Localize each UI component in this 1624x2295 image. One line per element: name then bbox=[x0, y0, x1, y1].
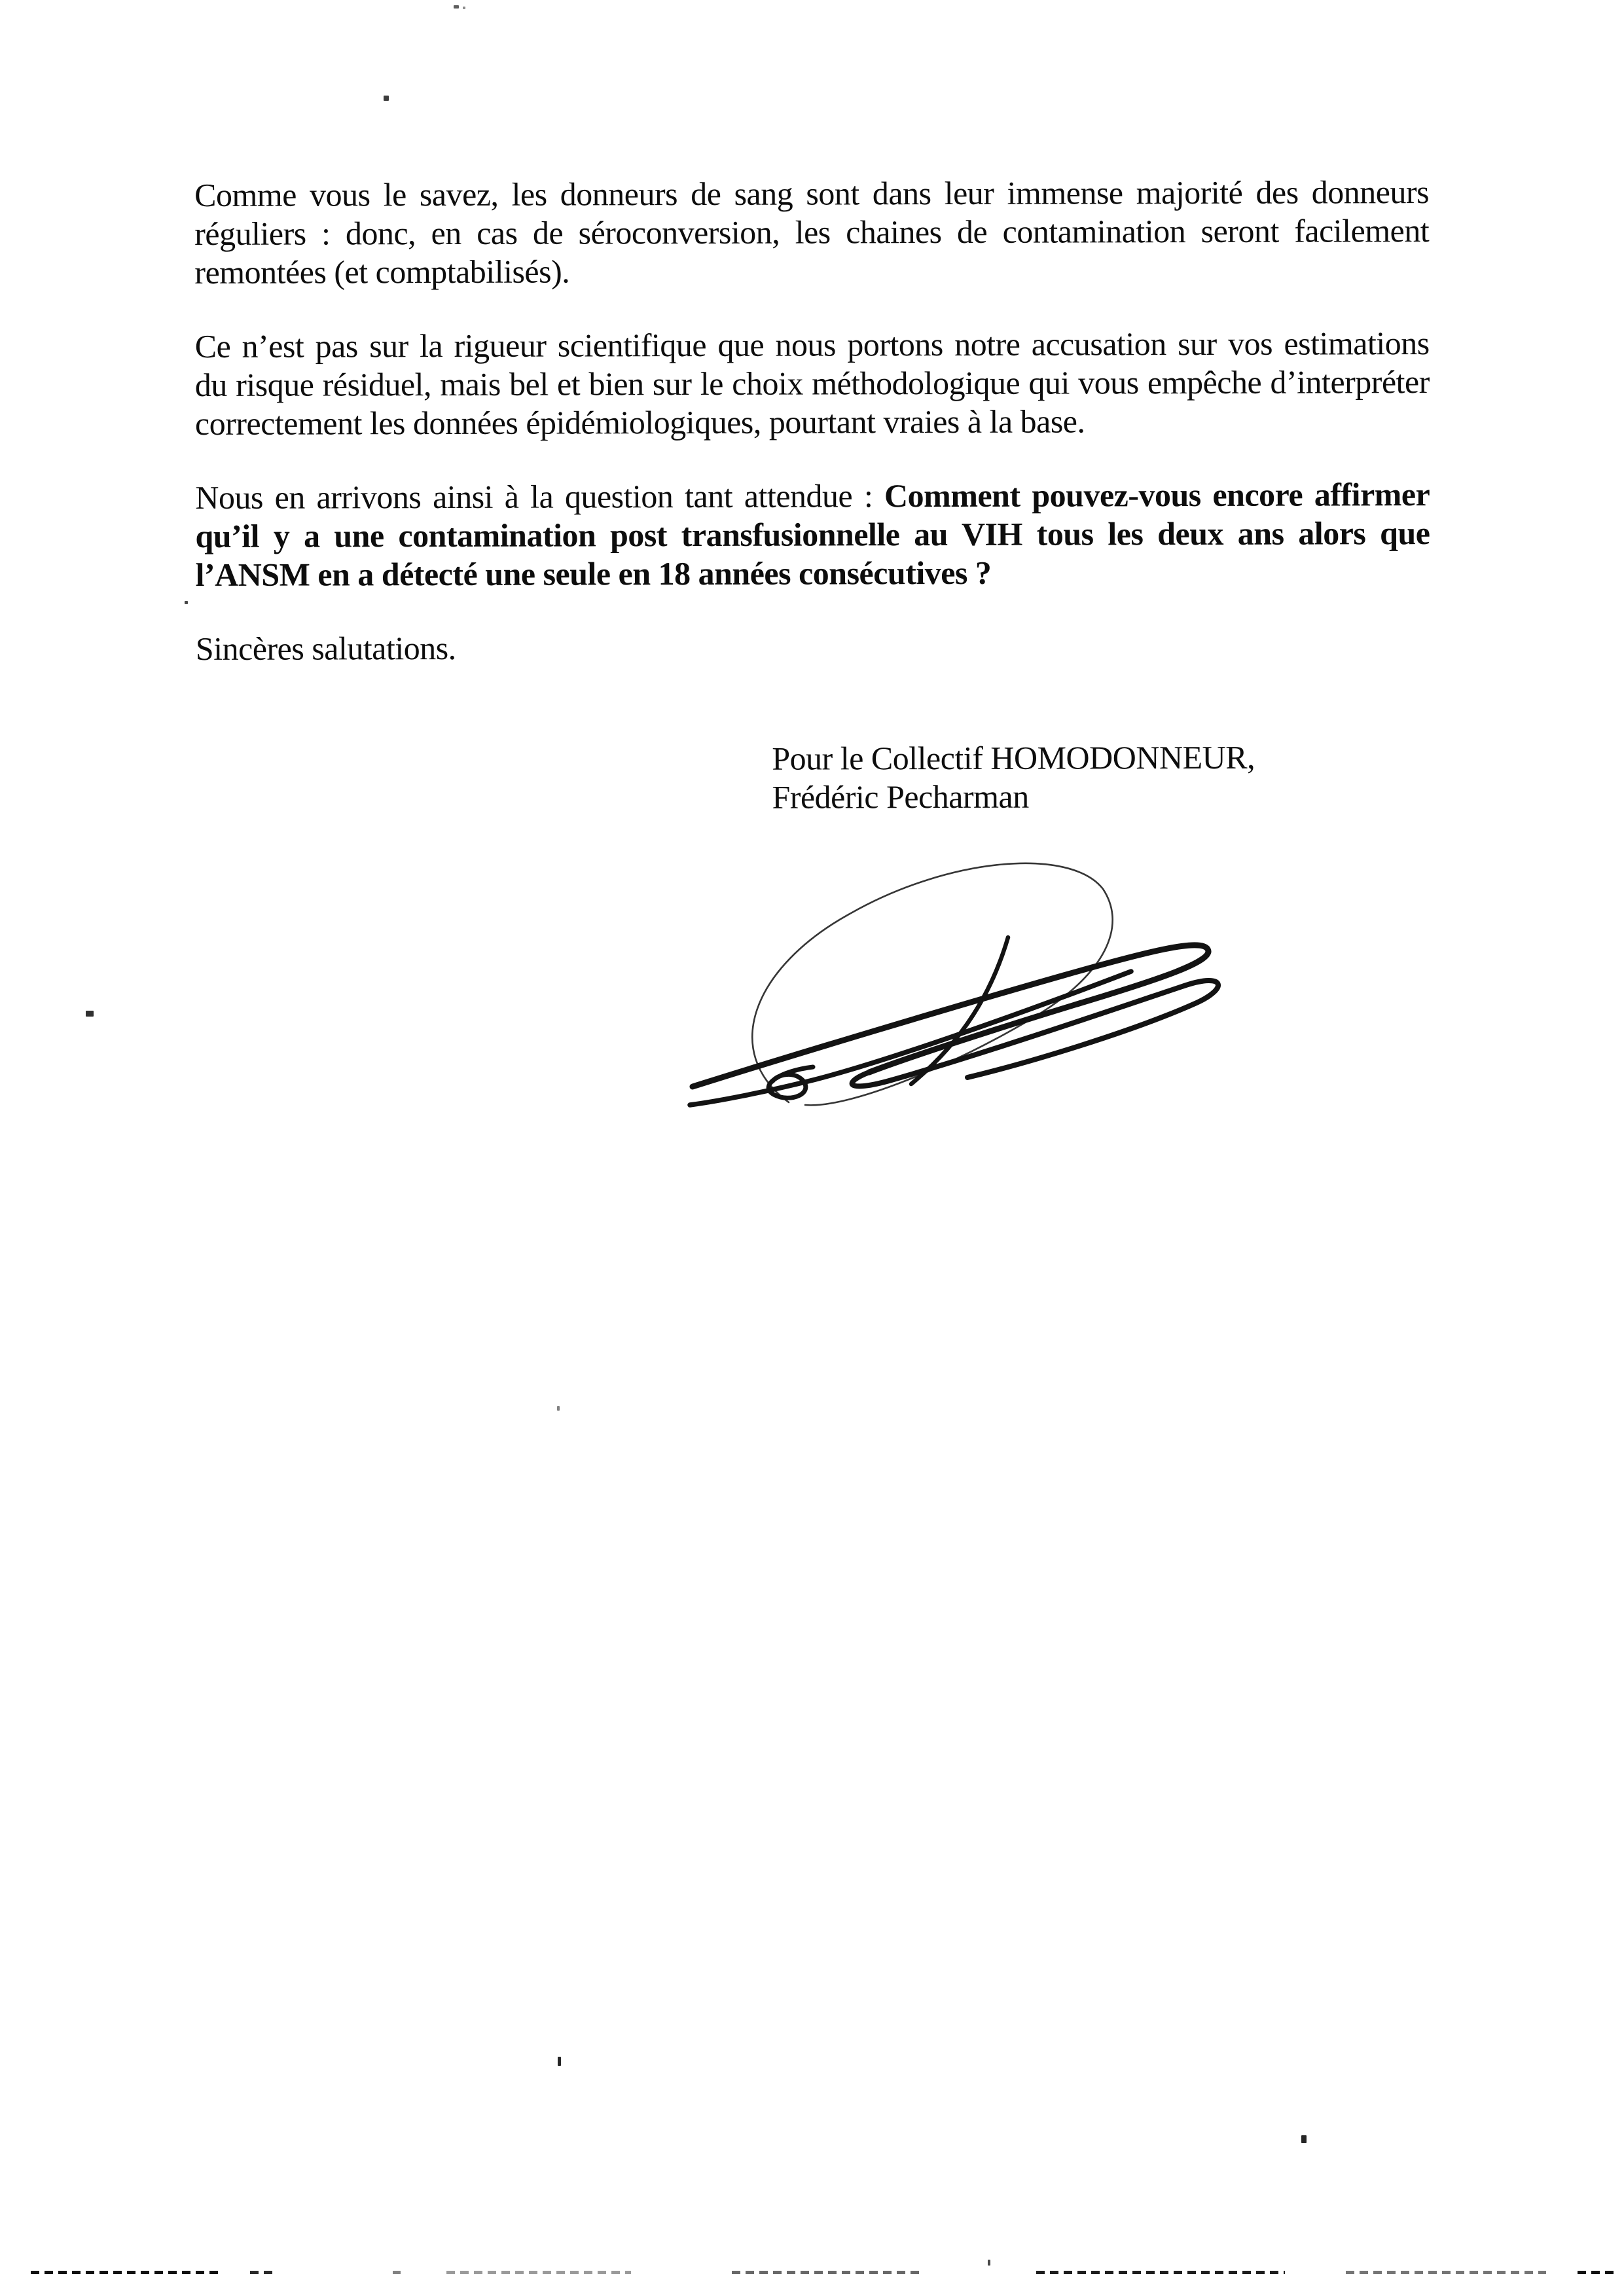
scan-edge-dash bbox=[250, 2271, 272, 2274]
signature-loop-stroke bbox=[852, 981, 1218, 1086]
scan-speck bbox=[384, 96, 389, 101]
scan-edge-dash bbox=[732, 2271, 923, 2274]
scan-speck bbox=[454, 5, 459, 9]
scan-speck bbox=[988, 2260, 990, 2266]
scan-speck bbox=[558, 2057, 561, 2066]
paragraph-line: du risque résiduel, mais bel et bien sur le choix méthodologique qui vous empêche d’interpréter bbox=[194, 363, 1430, 403]
paragraph-line: qu’il y a une contamination post transfusionnelle au VIH tous les deux ans alors que bbox=[195, 515, 1430, 554]
signature-knot-stroke bbox=[768, 1067, 813, 1098]
question-bold-start: Comment pouvez-vous encore affirmer bbox=[884, 476, 1430, 515]
scan-edge-artifact bbox=[0, 2270, 1624, 2275]
handwritten-signature bbox=[674, 846, 1237, 1108]
paragraph-line bbox=[195, 475, 1430, 517]
scan-edge-dash bbox=[446, 2271, 631, 2274]
paragraph-question-vih bbox=[195, 475, 1430, 594]
sign-off-block bbox=[772, 738, 1430, 817]
letter-body bbox=[194, 173, 1431, 818]
paragraph-donneurs-reguliers bbox=[194, 173, 1429, 292]
scan-edge-dash bbox=[1036, 2271, 1285, 2274]
paragraph-line: l’ANSM en a détecté une seule en 18 années consécutives ? bbox=[195, 554, 992, 593]
scan-edge-dash bbox=[1346, 2271, 1546, 2274]
closing-salutation: Sincères salutations. bbox=[195, 629, 456, 667]
scan-speck bbox=[185, 601, 188, 604]
paragraph-line: Ce n’est pas sur la rigueur scientifique que nous portons notre accusation sur vos estimations bbox=[194, 325, 1430, 365]
paragraph-line: Comme vous le savez, les donneurs de sang sont dans leur immense majorité des donneurs bbox=[194, 173, 1430, 213]
paragraph-line: réguliers : donc, en cas de séroconversion, les chaines de contamination seront facilement bbox=[194, 212, 1430, 252]
paragraph-rigueur-scientifique bbox=[195, 324, 1430, 443]
scan-speck bbox=[463, 7, 465, 9]
scan-edge-dash bbox=[1578, 2271, 1615, 2274]
question-intro: Nous en arrivons ainsi à la question tant attendue : bbox=[195, 477, 885, 516]
signature-main-stroke bbox=[693, 945, 1208, 1087]
scan-speck bbox=[86, 1011, 94, 1017]
sign-off-collective: Pour le Collectif HOMODONNEUR, bbox=[772, 738, 1255, 777]
scan-edge-dash bbox=[31, 2271, 219, 2274]
scan-speck bbox=[557, 1406, 560, 1411]
paragraph-line: correctement les données épidémiologiques, pourtant vraies à la base. bbox=[194, 403, 1085, 442]
scan-speck bbox=[1301, 2135, 1307, 2143]
scan-edge-dash bbox=[393, 2271, 401, 2274]
paragraph-line: remontées (et comptabilisés). bbox=[194, 253, 570, 291]
sign-off-name: Frédéric Pecharman bbox=[772, 778, 1029, 816]
